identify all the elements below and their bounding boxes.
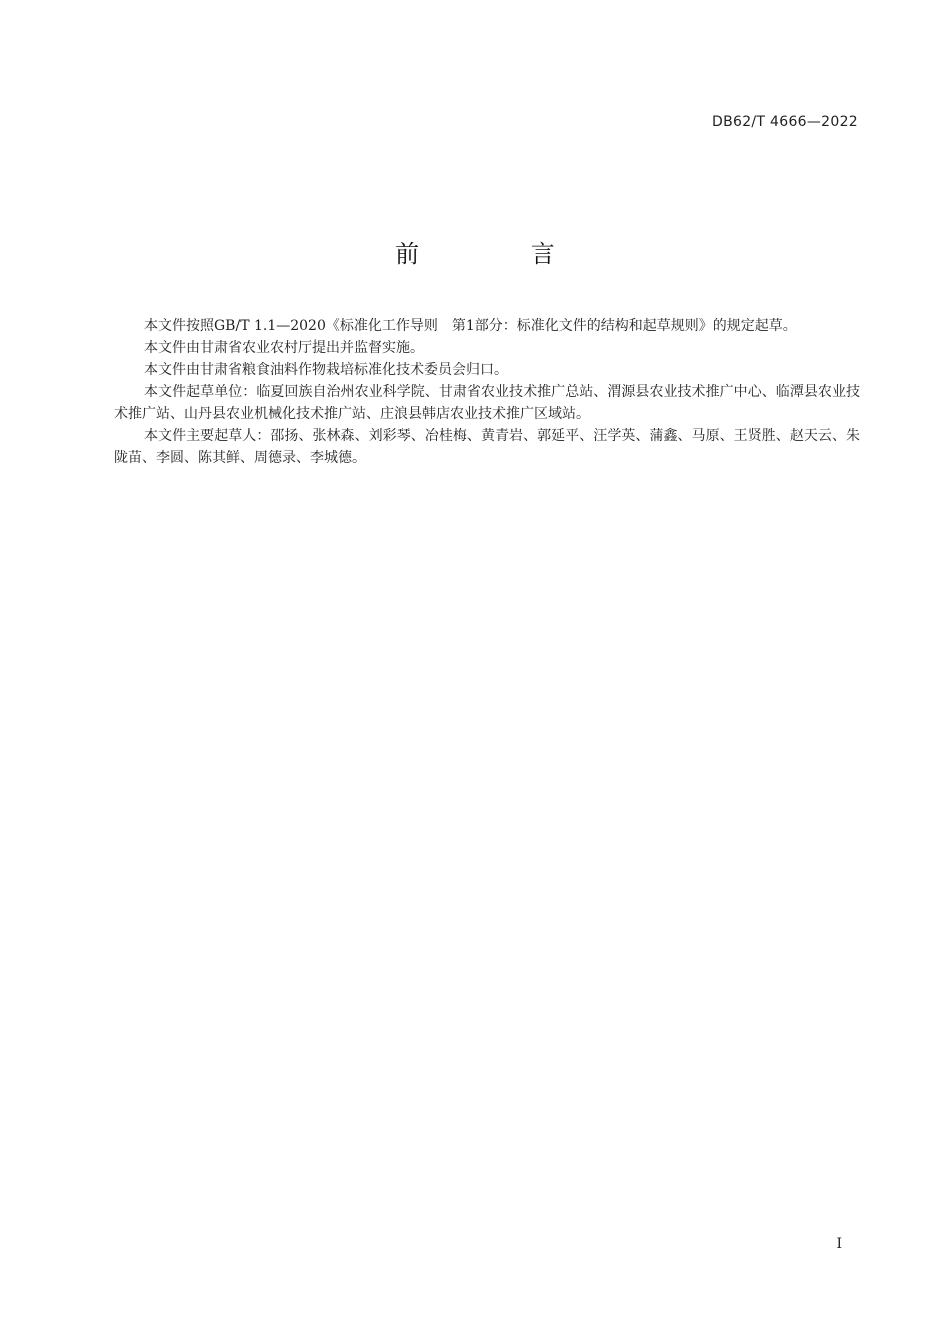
paragraph-drafters: 本文件主要起草人：邵扬、张林森、刘彩琴、冶桂梅、黄青岩、郭延平、汪学英、蒲鑫、马原、王贤胜、赵天云、朱陇苗、李圆、陈其鲜、周德录、李城德。 [114,428,860,466]
document-code: DB62/T 4666—2022 [712,114,858,130]
page-number: I [836,1236,842,1252]
paragraph-proposer: 本文件由甘肃省农业农村厅提出并监督实施。 [144,340,424,356]
paragraph-drafting-units: 本文件起草单位：临夏回族自治州农业科学院、甘肃省农业技术推广总站、渭源县农业技术推广中心、临潭县农业技术推广站、山丹县农业机械化技术推广站、庄浪县韩店农业技术推广区域站。 [114,384,860,422]
paragraph-drafting-rules: 本文件按照GB/T 1.1—2020《标准化工作导则 第1部分：标准化文件的结构和起草规则》的规定起草。 [144,318,797,334]
foreword-body [114,315,860,469]
paragraph-technical-committee: 本文件由甘肃省粮食油料作物栽培标准化技术委员会归口。 [144,362,508,378]
page-title: 前 言 [395,240,607,268]
